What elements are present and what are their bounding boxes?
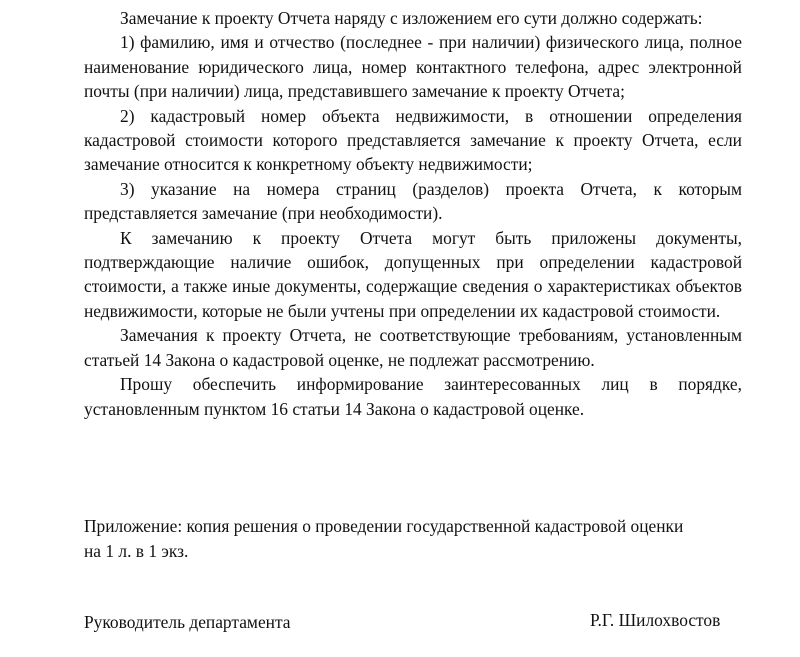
document-body: [84, 6, 742, 421]
requirement-item-3: 3) указание на номера страниц (разделов) проекта Отчета, к которым представляется замечание (при необходимости).: [84, 178, 742, 224]
attachments-note-paragraph: К замечанию к проекту Отчета могут быть приложены документы, подтверждающие наличие ошибок, допущенных при определении кадастровой стоимости, а также иные документы, содержащие сведения о характеристиках объектов недвижимости, которые не были учтены при определении их кадастровой стоимости.: [84, 227, 742, 321]
requirement-item-2: 2) кадастровый номер объекта недвижимости, в отношении определения кадастровой стоимости которого представляется замечание к проекту Отчета, если замечание относится к конкретному объекту недвижимости;: [84, 105, 742, 175]
signatory-name: Р.Г. Шилохвостов: [590, 610, 721, 630]
attachment-line-2: на 1 л. в 1 экз.: [84, 541, 189, 561]
attachment-block: [84, 514, 744, 564]
signatory-position: Руководитель департамента: [84, 612, 291, 632]
attachment-line-1: Приложение: копия решения о проведении государственной кадастровой оценки: [84, 516, 684, 536]
intro-paragraph: Замечание к проекту Отчета наряду с изложением его сути должно содержать:: [120, 8, 703, 28]
request-paragraph: Прошу обеспечить информирование заинтересованных лиц в порядке, установленным пунктом 16 статьи 14 Закона о кадастровой оценке.: [84, 374, 742, 419]
rejection-note-paragraph: Замечания к проекту Отчета, не соответствующие требованиям, установленным статьей 14 Закона о кадастровой оценке, не подлежат рассмотрению.: [84, 325, 742, 370]
requirement-item-1: 1) фамилию, имя и отчество (последнее - при наличии) физического лица, полное наименование юридического лица, номер контактного телефона, адрес электронной почты (при наличии) лица, представившего замечание к проекту Отчета;: [84, 32, 742, 102]
